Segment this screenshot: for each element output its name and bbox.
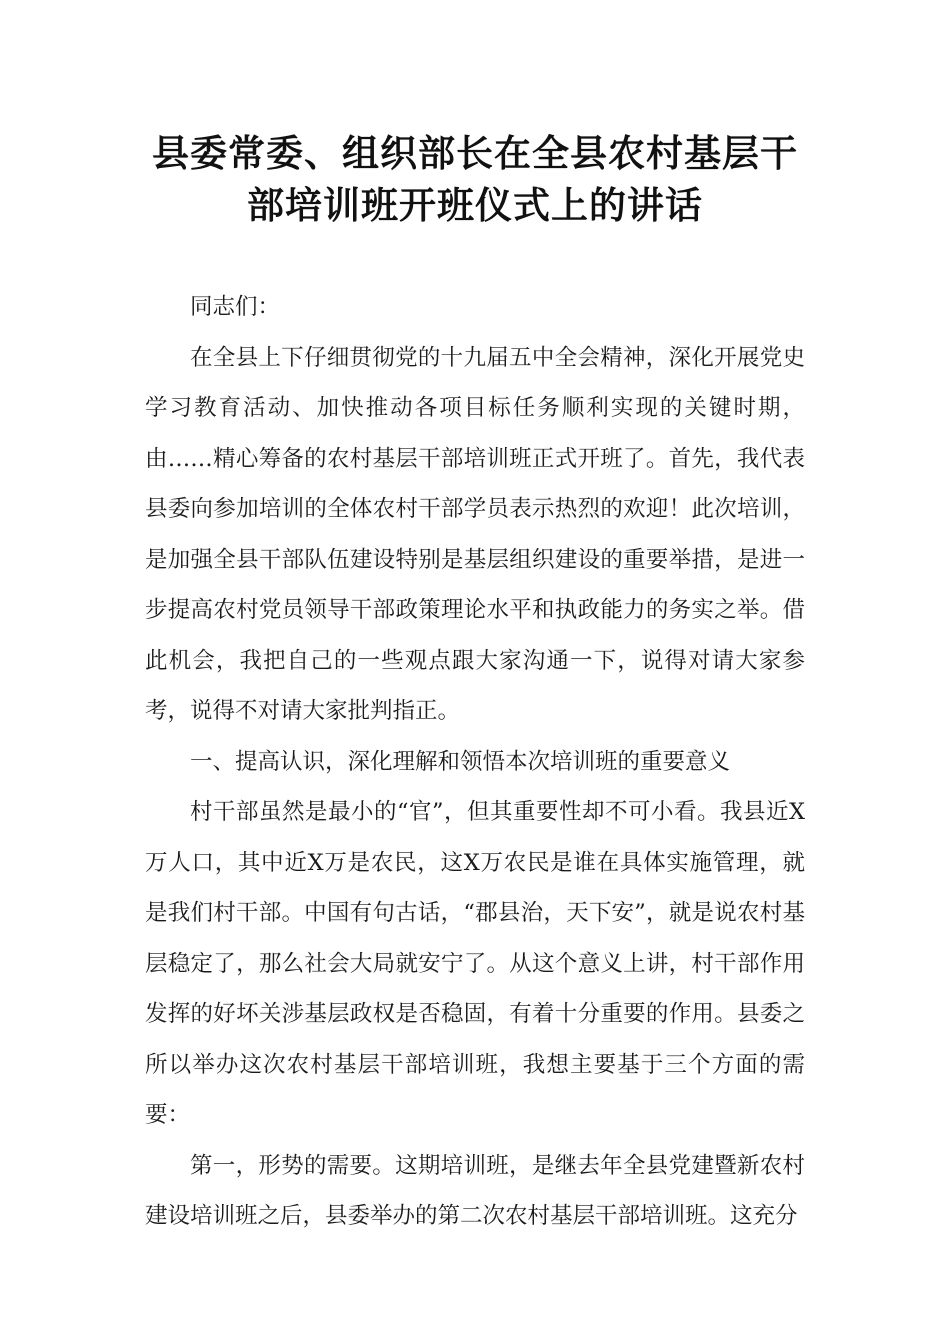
document-body xyxy=(145,282,805,1242)
section-heading-1: 一、提高认识，深化理解和领悟本次培训班的重要意义 xyxy=(190,748,731,775)
title-line-1: 县委常委、组织部长在全县农村基层干 xyxy=(152,132,798,175)
document-title xyxy=(120,128,830,232)
salutation-paragraph: 同志们： xyxy=(190,294,281,320)
title-line-2: 部培训班开班仪式上的讲话 xyxy=(247,184,703,227)
opening-paragraph: 在全县上下仔细贯彻党的十九届五中全会精神，深化开展党史学习教育活动、加快推动各项目标任务顺利实现的关键时期，由……精心筹备的农村基层干部培训班正式开班了。首先，我代表县委向参加培训的全体农村干部学员表示热烈的欢迎！此次培训，是加强全县干部队伍建设特别是基层组织建设的重要举措，是进一步提高农村党员领导干部政策理论水平和执政能力的务实之举。借此机会，我把自己的一些观点跟大家沟通一下，说得对请大家参考，说得不对请大家批判指正。 xyxy=(145,344,805,724)
body-paragraph-village-cadres: 村干部虽然是最小的“官”，但其重要性却不可小看。我县近X万人口，其中近X万是农民，这X万农民是谁在具体实施管理，就是我们村干部。中国有句古话，“郡县治，天下安”，就是说农村基层稳定了，那么社会大局就安宁了。从这个意义上讲，村干部作用发挥的好坏关涉基层政权是否稳固，有着十分重要的作用。县委之所以举办这次农村基层干部培训班，我想主要基于三个方面的需要： xyxy=(145,799,805,1128)
body-paragraph-first-need: 第一，形势的需要。这期培训班，是继去年全县党建暨新农村建设培训班之后，县委举办的第二次农村基层干部培训班。这充分 xyxy=(145,1152,805,1229)
